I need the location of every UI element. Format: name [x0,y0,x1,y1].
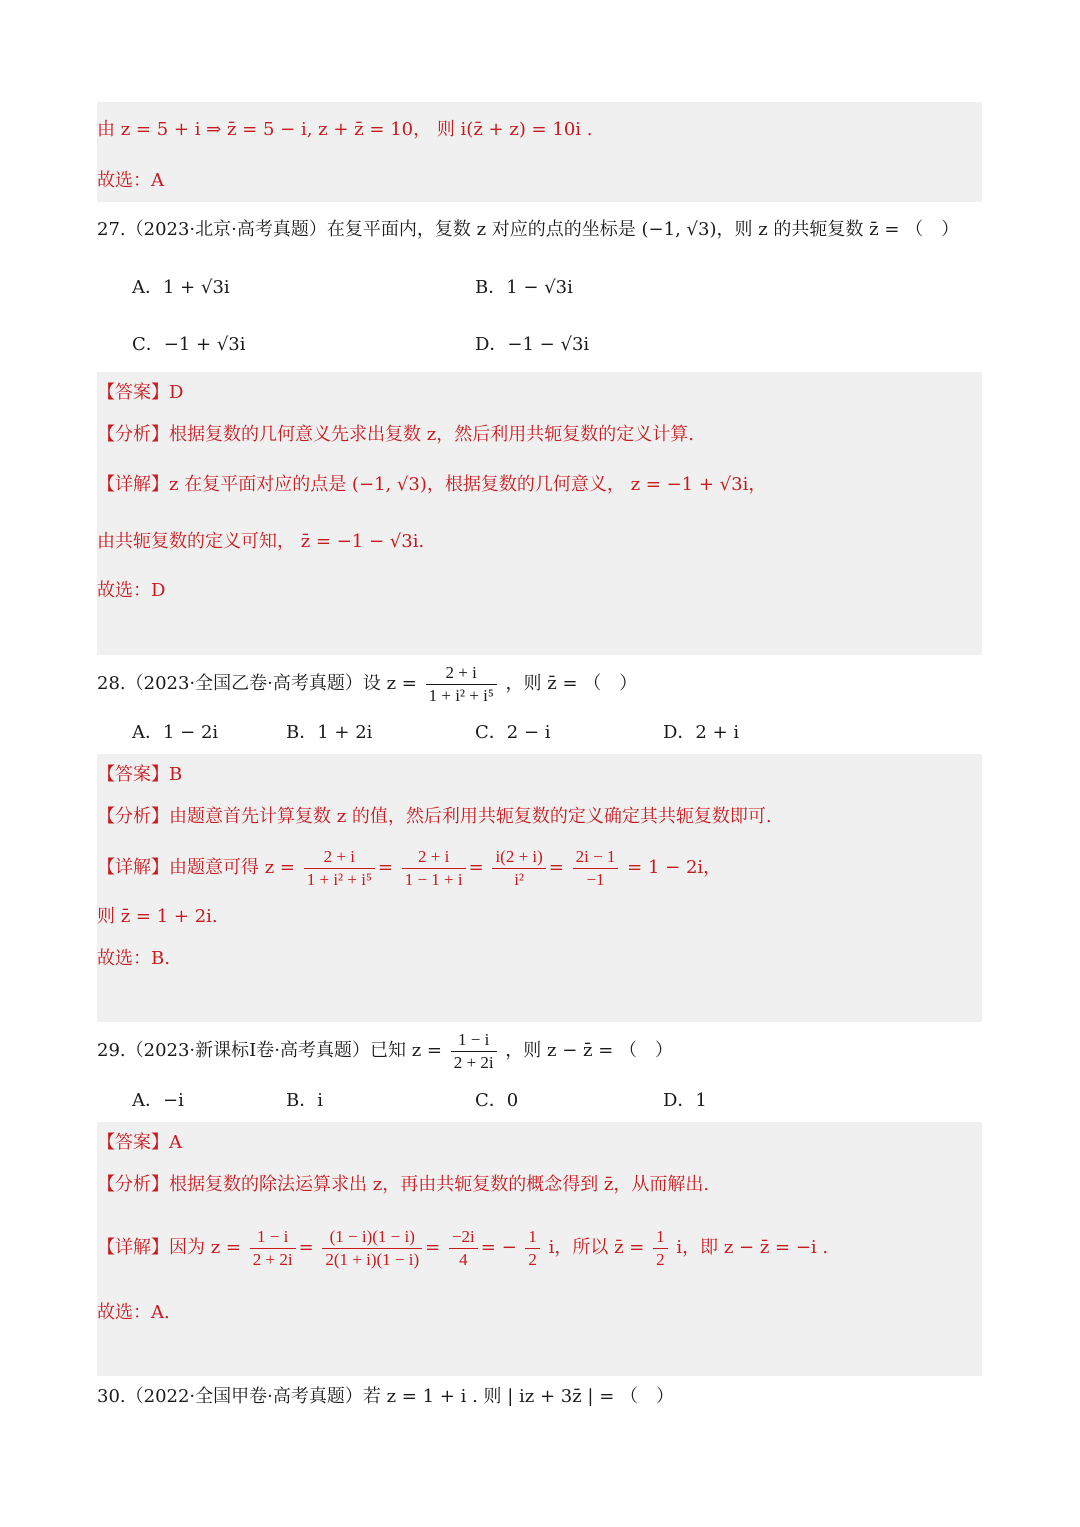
q29-stem-num: 1 − i [451,1029,497,1052]
q29-frac-5 [653,1226,668,1271]
q28-choice: 故选：B. [97,948,170,969]
q28-stem-prefix: 28.（2023·全国乙卷·高考真题）设 z = [97,673,417,694]
q29-stem-fraction [451,1029,497,1074]
q26-solution-box [97,102,982,202]
q27-analysis: 【分析】根据复数的几何意义先求出复数 z，然后利用共轭复数的定义计算. [97,424,694,445]
q28-f2-den: 1 − 1 + i [404,869,463,889]
q27-detail-2: 由共轭复数的定义可知， z̄ = −1 − √3i. [97,531,425,552]
q30-stem: 30.（2022·全国甲卷·高考真题）若 z = 1 + i . 则 | iz + 3z̄ | = （ ） [97,1386,675,1407]
q28-frac-2 [402,846,466,891]
q28-frac-1 [304,846,375,891]
q29-stem-den: 2 + 2i [453,1052,494,1072]
q28-answer: 【答案】B [97,764,183,785]
q29-stem [97,1025,673,1077]
q26-detail [97,118,592,142]
q29-f1-num: 1 − i [250,1226,296,1249]
q27-choice: 故选：D [97,580,166,601]
q29-frac-1 [250,1226,296,1271]
q28-stem-den: 1 + i² + i⁵ [428,685,494,705]
q28-frac-3 [492,846,545,891]
q28-detail-prefix: 【详解】由题意可得 z = [97,857,296,878]
q29-option-b: B．i [286,1090,323,1111]
q26-choice: 故选：A [97,170,164,191]
q29-answer: 【答案】A [97,1132,182,1153]
q27-option-c: C．−1 + √3i [132,334,246,355]
q29-f3-den: 4 [459,1249,468,1269]
q27-stem: 27.（2023·北京·高考真题）在复平面内，复数 z 对应的点的坐标是 (−1, √3)，则 z 的共轭复数 z̄ = （ ） [97,219,960,240]
q29-frac-3 [449,1226,478,1271]
q29-f5-den: 2 [656,1249,665,1269]
q29-option-d: D．1 [663,1090,707,1111]
q29-f2-den: 2(1 + i)(1 − i) [325,1249,420,1269]
q28-analysis: 【分析】由题意首先计算复数 z 的值，然后利用共轭复数的定义确定其共轭复数即可. [97,806,772,827]
q28-stem [97,658,637,710]
q29-option-c: C．0 [475,1090,519,1111]
q28-option-d: D．2 + i [663,722,740,743]
q28-option-c: C．2 − i [475,722,551,743]
q28-f4-num: 2i − 1 [573,846,619,869]
q29-choice: 故选：A. [97,1302,170,1323]
q27-option-b: B．1 − √3i [475,277,573,298]
q29-f2-num: (1 − i)(1 − i) [322,1226,422,1249]
q28-option-b: B．1 + 2i [286,722,373,743]
q29-frac-2 [322,1226,422,1271]
q27-solution-box [97,372,982,655]
q27-option-a: A．1 + √3i [132,277,230,298]
q28-detail-2: 则 z̄ = 1 + 2i. [97,906,218,927]
q28-f3-num: i(2 + i) [492,846,545,869]
q29-detail-suffix: i，即 z − z̄ = −i . [676,1237,829,1258]
q29-detail-mid: i，所以 z̄ = [548,1237,645,1258]
q28-stem-num: 2 + i [426,662,497,685]
q28-f1-den: 1 + i² + i⁵ [306,869,372,889]
q26-detail-text: 由 z = 5 + i ⇒ z̄ = 5 − i, z + z̄ = 10， 则 i(z̄ + z) = 10i . [97,119,593,140]
q28-f3-den: i² [514,869,525,889]
q29-detail-prefix: 【详解】因为 z = [97,1237,242,1258]
q27-detail-1: 【详解】z 在复平面对应的点是 (−1, √3)，根据复数的几何意义， z = −1 + √3i， [97,474,767,495]
q29-f3-num: −2i [449,1226,478,1249]
q28-f4-den: −1 [586,869,605,889]
q29-analysis: 【分析】根据复数的除法运算求出 z，再由共轭复数的概念得到 z̄，从而解出. [97,1174,710,1195]
q28-detail: 【详解】由题意可得 z = $\frac{2 + i}{\text{1 + i² + i⁵}}$ = $\frac{2 + i}{1 - 1 + i}$ = $\frac{i(2 + i)}{\text{i²}}$ = $\frac{2i - 1}{-1}$ = 1 − 2i， [97,846,722,889]
q29-detail: 【详解】因为 z = $\frac{1 - i}{2 + 2i}$ = $\frac{(1 - i)(1 - i)}{2(1 + i)(1 - i)}$ = $\frac{-2i}{4}$ = − $\frac{1}{2}$ i，所以 z̄ = $\frac{1}{2}$ i，即 z − z̄ = −i . [97,1226,829,1269]
q28-option-a: A．1 − 2i [132,722,219,743]
q29-f5-num: 1 [653,1226,668,1249]
q29-frac-4 [525,1226,540,1271]
q29-f1-den: 2 + 2i [252,1249,293,1269]
q29-stem-prefix: 29.（2023·新课标I卷·高考真题）已知 z = [97,1040,442,1061]
q28-stem-suffix: ，则 z̄ = （ ） [505,673,638,694]
q29-stem-suffix: ，则 z − z̄ = （ ） [505,1040,674,1061]
q28-frac-4 [573,846,619,891]
q28-f1-num: 2 + i [304,846,375,869]
q28-detail-suffix: = 1 − 2i， [627,857,722,878]
q29-option-a: A．−i [132,1090,184,1111]
q27-answer: 【答案】D [97,382,184,403]
q28-f2-num: 2 + i [402,846,466,869]
q29-f4-num: 1 [525,1226,540,1249]
q27-option-d: D．−1 − √3i [475,334,590,355]
q29-f4-den: 2 [528,1249,537,1269]
q28-stem-fraction [426,662,497,707]
